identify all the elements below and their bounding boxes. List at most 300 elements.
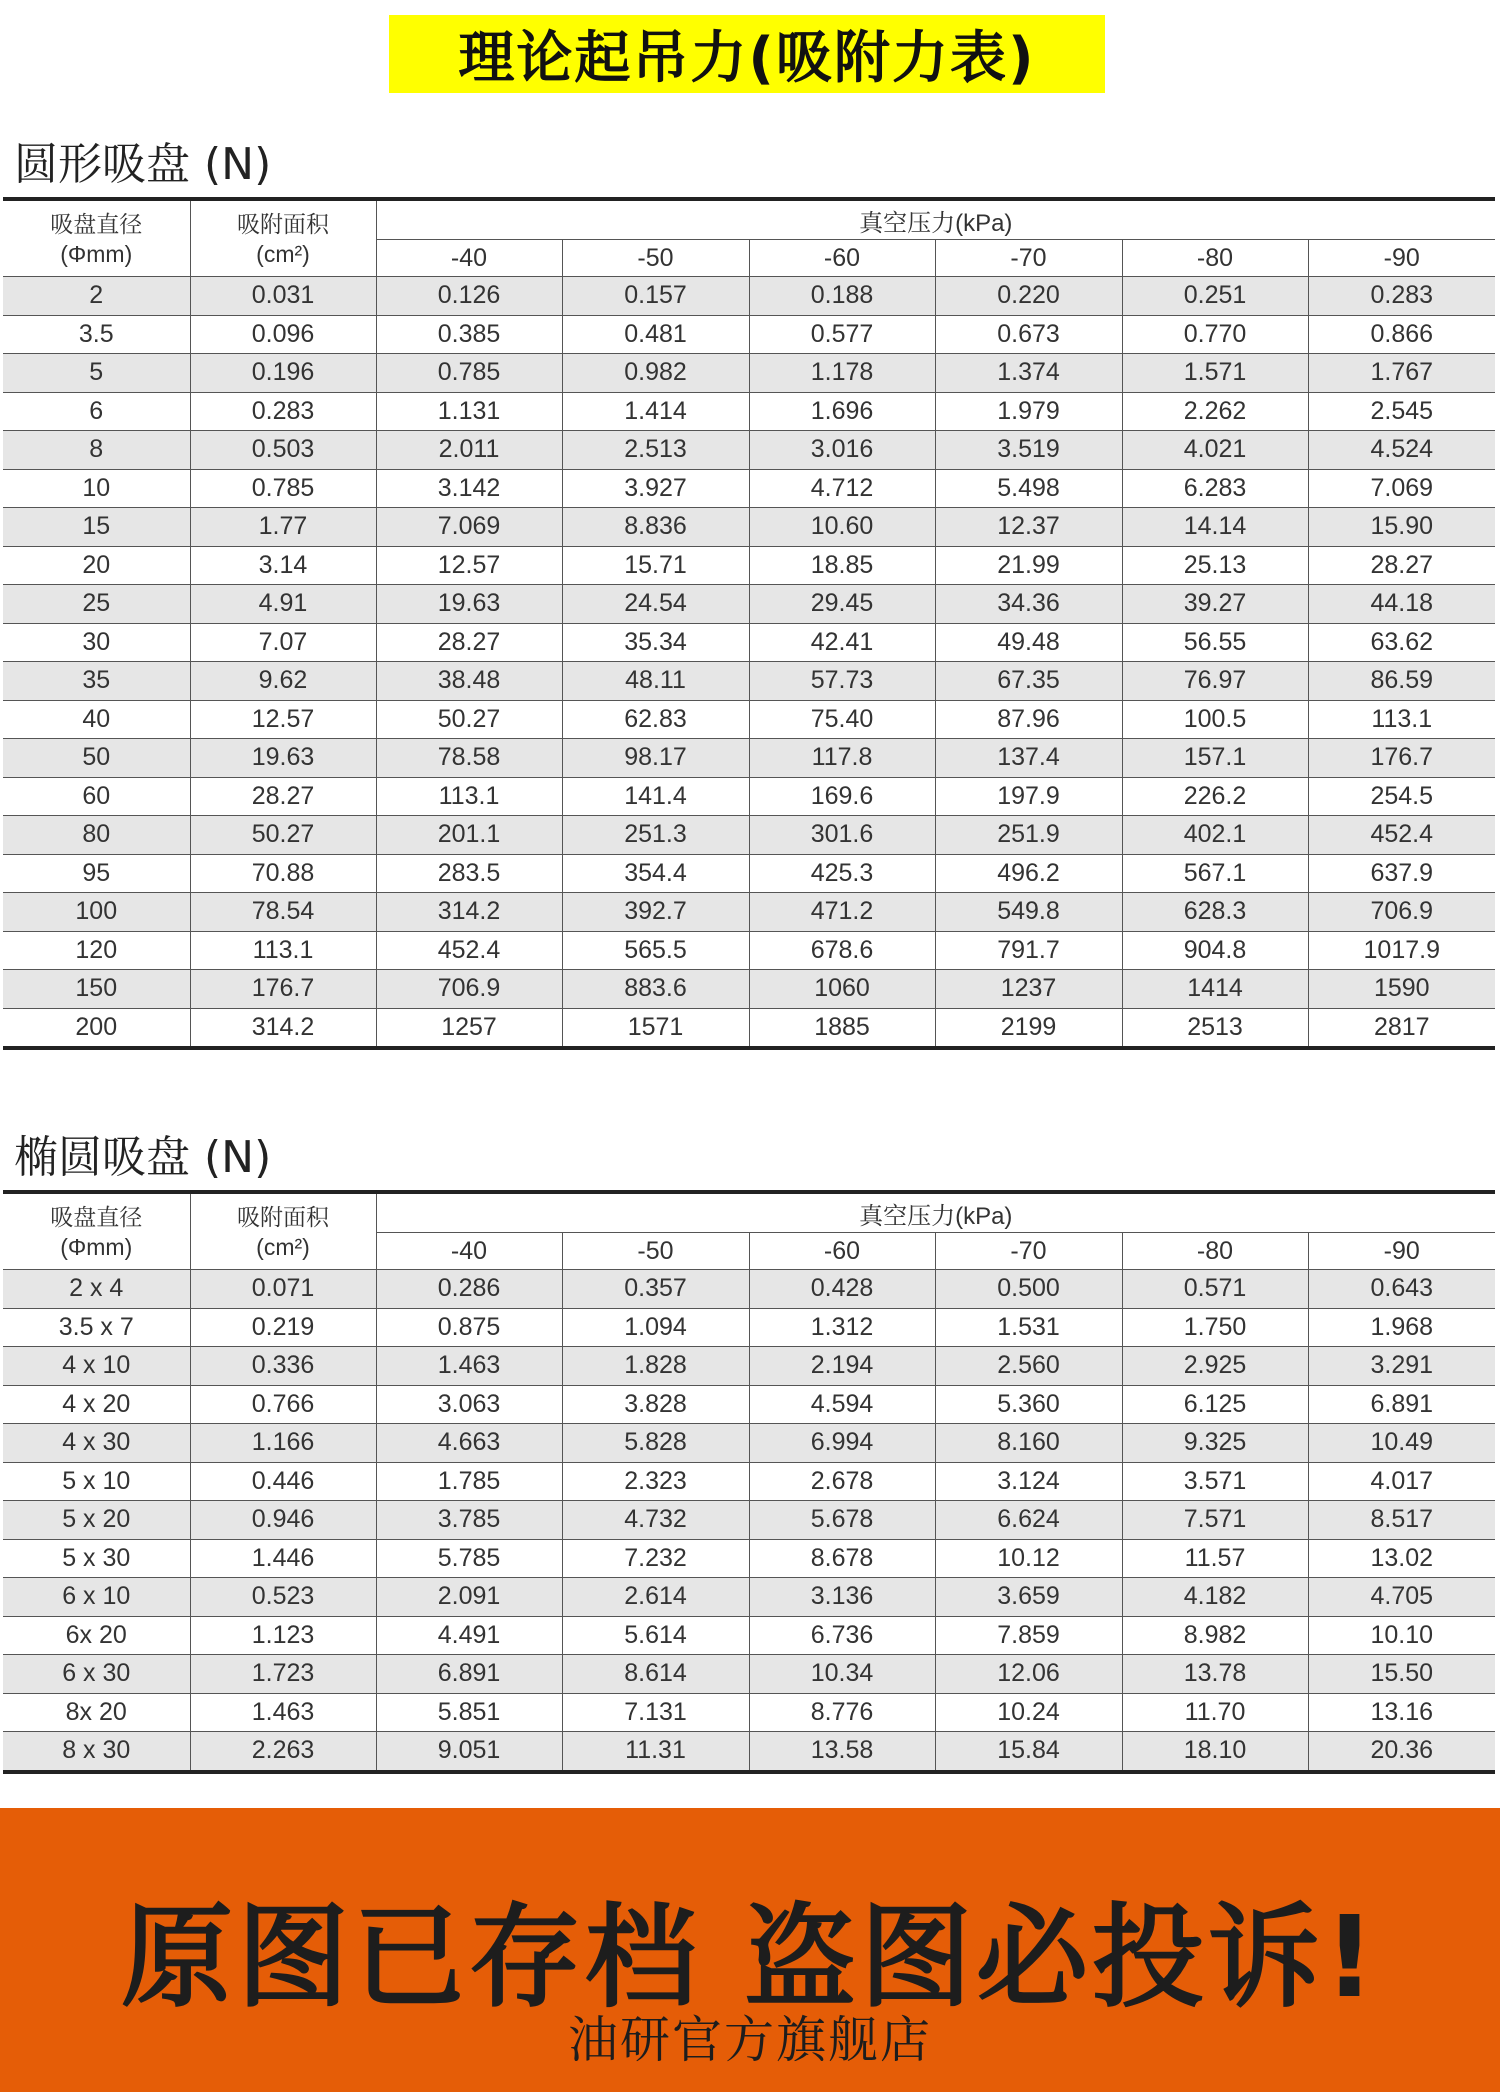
force-cell: 402.1	[1122, 816, 1308, 855]
area-cell: 2.263	[190, 1732, 376, 1772]
diameter-cell: 8	[3, 431, 190, 470]
force-cell: 57.73	[749, 662, 935, 701]
area-cell: 3.14	[190, 546, 376, 585]
force-cell: 2.614	[562, 1578, 749, 1617]
force-cell: 0.866	[1308, 315, 1495, 354]
force-cell: 141.4	[562, 777, 749, 816]
force-cell: 50.27	[376, 700, 562, 739]
force-cell: 1.571	[1122, 354, 1308, 393]
table-row	[3, 354, 1495, 393]
table-row	[3, 1578, 1495, 1617]
force-cell: 4.663	[376, 1424, 562, 1463]
oval-section-title: 椭圆吸盘 (N)	[14, 1132, 272, 1183]
diameter-cell: 35	[3, 662, 190, 701]
force-cell: 3.016	[749, 431, 935, 470]
force-cell: 637.9	[1308, 854, 1495, 893]
force-cell: 7.859	[935, 1616, 1122, 1655]
force-cell: 6.891	[376, 1655, 562, 1694]
force-cell: 0.357	[562, 1270, 749, 1309]
force-cell: 35.34	[562, 623, 749, 662]
force-cell: 3.136	[749, 1578, 935, 1617]
area-cell: 0.946	[190, 1501, 376, 1540]
force-cell: 15.90	[1308, 508, 1495, 547]
force-cell: 10.60	[749, 508, 935, 547]
table-row	[3, 1270, 1495, 1309]
diameter-cell: 2 x 4	[3, 1270, 190, 1309]
force-cell: 15.84	[935, 1732, 1122, 1772]
force-cell: 1.785	[376, 1462, 562, 1501]
force-cell: 12.57	[376, 546, 562, 585]
force-cell: 549.8	[935, 893, 1122, 932]
force-cell: 100.5	[1122, 700, 1308, 739]
force-cell: 63.62	[1308, 623, 1495, 662]
force-cell: 169.6	[749, 777, 935, 816]
force-cell: 1.968	[1308, 1308, 1495, 1347]
area-cell: 50.27	[190, 816, 376, 855]
diameter-cell: 200	[3, 1008, 190, 1048]
pressure-column-header: -40	[376, 240, 562, 277]
force-cell: 5.614	[562, 1616, 749, 1655]
table-row	[3, 1693, 1495, 1732]
force-cell: 86.59	[1308, 662, 1495, 701]
force-cell: 883.6	[562, 970, 749, 1009]
area-cell: 19.63	[190, 739, 376, 778]
force-cell: 49.48	[935, 623, 1122, 662]
diameter-cell: 5 x 10	[3, 1462, 190, 1501]
pressure-column-header: -80	[1122, 1233, 1308, 1270]
force-cell: 0.220	[935, 277, 1122, 316]
force-cell: 3.063	[376, 1385, 562, 1424]
force-cell: 18.85	[749, 546, 935, 585]
diameter-cell: 6 x 10	[3, 1578, 190, 1617]
area-cell: 0.503	[190, 431, 376, 470]
diameter-cell: 80	[3, 816, 190, 855]
force-cell: 2.011	[376, 431, 562, 470]
force-cell: 67.35	[935, 662, 1122, 701]
force-cell: 3.571	[1122, 1462, 1308, 1501]
area-cell: 0.336	[190, 1347, 376, 1386]
force-cell: 10.49	[1308, 1424, 1495, 1463]
force-cell: 1.374	[935, 354, 1122, 393]
table-row	[3, 431, 1495, 470]
force-cell: 6.994	[749, 1424, 935, 1463]
diameter-cell: 6	[3, 392, 190, 431]
table-row	[3, 546, 1495, 585]
area-header	[190, 1192, 376, 1270]
table-row	[3, 700, 1495, 739]
force-cell: 78.58	[376, 739, 562, 778]
force-cell: 0.673	[935, 315, 1122, 354]
diameter-cell: 95	[3, 854, 190, 893]
diameter-cell: 5 x 30	[3, 1539, 190, 1578]
force-cell: 1.178	[749, 354, 935, 393]
force-cell: 13.78	[1122, 1655, 1308, 1694]
diameter-cell: 25	[3, 585, 190, 624]
table-row	[3, 1501, 1495, 1540]
force-cell: 201.1	[376, 816, 562, 855]
force-cell: 4.182	[1122, 1578, 1308, 1617]
header-row	[3, 199, 1495, 240]
force-cell: 3.927	[562, 469, 749, 508]
table-row	[3, 315, 1495, 354]
force-cell: 1.312	[749, 1308, 935, 1347]
diameter-cell: 5 x 20	[3, 1501, 190, 1540]
force-cell: 39.27	[1122, 585, 1308, 624]
force-cell: 4.491	[376, 1616, 562, 1655]
force-cell: 2.091	[376, 1578, 562, 1617]
diameter-cell: 4 x 20	[3, 1385, 190, 1424]
force-cell: 3.828	[562, 1385, 749, 1424]
force-cell: 452.4	[376, 931, 562, 970]
force-cell: 1.750	[1122, 1308, 1308, 1347]
force-cell: 62.83	[562, 700, 749, 739]
diameter-header-label: 吸盘直径	[50, 210, 143, 237]
force-cell: 13.16	[1308, 1693, 1495, 1732]
force-cell: 9.051	[376, 1732, 562, 1772]
table-row	[3, 623, 1495, 662]
force-cell: 0.571	[1122, 1270, 1308, 1309]
force-cell: 1.828	[562, 1347, 749, 1386]
table-row	[3, 777, 1495, 816]
area-cell: 0.785	[190, 469, 376, 508]
force-cell: 34.36	[935, 585, 1122, 624]
diameter-cell: 3.5	[3, 315, 190, 354]
force-cell: 0.428	[749, 1270, 935, 1309]
force-cell: 2817	[1308, 1008, 1495, 1048]
force-cell: 1.767	[1308, 354, 1495, 393]
force-cell: 4.021	[1122, 431, 1308, 470]
force-cell: 15.71	[562, 546, 749, 585]
diameter-header-unit: (Φmm)	[60, 240, 133, 267]
force-cell: 76.97	[1122, 662, 1308, 701]
force-cell: 2.262	[1122, 392, 1308, 431]
force-cell: 8.776	[749, 1693, 935, 1732]
force-cell: 471.2	[749, 893, 935, 932]
force-cell: 3.124	[935, 1462, 1122, 1501]
area-header-unit: (cm²)	[256, 240, 310, 267]
force-cell: 4.017	[1308, 1462, 1495, 1501]
force-cell: 11.31	[562, 1732, 749, 1772]
area-header	[190, 199, 376, 277]
pressure-column-header: -80	[1122, 240, 1308, 277]
force-cell: 0.643	[1308, 1270, 1495, 1309]
force-cell: 1590	[1308, 970, 1495, 1009]
area-cell: 0.071	[190, 1270, 376, 1309]
force-cell: 0.385	[376, 315, 562, 354]
area-cell: 113.1	[190, 931, 376, 970]
force-cell: 1.414	[562, 392, 749, 431]
force-cell: 6.125	[1122, 1385, 1308, 1424]
force-cell: 113.1	[376, 777, 562, 816]
force-cell: 11.70	[1122, 1693, 1308, 1732]
force-cell: 567.1	[1122, 854, 1308, 893]
force-cell: 197.9	[935, 777, 1122, 816]
table-row	[3, 1616, 1495, 1655]
force-cell: 7.571	[1122, 1501, 1308, 1540]
area-cell: 12.57	[190, 700, 376, 739]
table-row	[3, 1655, 1495, 1694]
force-cell: 24.54	[562, 585, 749, 624]
force-cell: 21.99	[935, 546, 1122, 585]
diameter-header-unit: (Φmm)	[60, 1233, 133, 1260]
force-cell: 0.577	[749, 315, 935, 354]
force-cell: 7.131	[562, 1693, 749, 1732]
pressure-column-header: -90	[1308, 240, 1495, 277]
diameter-cell: 100	[3, 893, 190, 932]
force-cell: 2.925	[1122, 1347, 1308, 1386]
force-cell: 29.45	[749, 585, 935, 624]
force-cell: 8.160	[935, 1424, 1122, 1463]
page-title: 理论起吊力(吸附力表)	[458, 26, 1036, 91]
force-cell: 0.188	[749, 277, 935, 316]
force-cell: 1.463	[376, 1347, 562, 1386]
diameter-cell: 20	[3, 546, 190, 585]
force-cell: 565.5	[562, 931, 749, 970]
force-cell: 12.37	[935, 508, 1122, 547]
force-cell: 20.36	[1308, 1732, 1495, 1772]
area-cell: 1.123	[190, 1616, 376, 1655]
force-cell: 254.5	[1308, 777, 1495, 816]
force-cell: 5.498	[935, 469, 1122, 508]
round-section-title: 圆形吸盘 (N)	[14, 139, 272, 190]
area-cell: 1.166	[190, 1424, 376, 1463]
force-cell: 18.10	[1122, 1732, 1308, 1772]
diameter-cell: 6x 20	[3, 1616, 190, 1655]
diameter-cell: 120	[3, 931, 190, 970]
table-row	[3, 662, 1495, 701]
area-cell: 1.446	[190, 1539, 376, 1578]
pressure-column-header: -40	[376, 1233, 562, 1270]
diameter-cell: 40	[3, 700, 190, 739]
force-cell: 8.678	[749, 1539, 935, 1578]
force-cell: 28.27	[1308, 546, 1495, 585]
diameter-cell: 8x 20	[3, 1693, 190, 1732]
force-cell: 4.705	[1308, 1578, 1495, 1617]
table-row	[3, 585, 1495, 624]
force-cell: 2.513	[562, 431, 749, 470]
pressure-column-header: -90	[1308, 1233, 1495, 1270]
table-row	[3, 739, 1495, 778]
table-row	[3, 1539, 1495, 1578]
table-row	[3, 1462, 1495, 1501]
force-cell: 3.785	[376, 1501, 562, 1540]
force-cell: 8.614	[562, 1655, 749, 1694]
force-cell: 98.17	[562, 739, 749, 778]
force-cell: 1060	[749, 970, 935, 1009]
force-cell: 10.24	[935, 1693, 1122, 1732]
force-cell: 0.283	[1308, 277, 1495, 316]
area-cell: 0.446	[190, 1462, 376, 1501]
force-cell: 0.785	[376, 354, 562, 393]
force-cell: 1237	[935, 970, 1122, 1009]
force-cell: 25.13	[1122, 546, 1308, 585]
force-cell: 7.069	[1308, 469, 1495, 508]
pressure-header: 真空压力(kPa)	[376, 1192, 1495, 1233]
force-cell: 117.8	[749, 739, 935, 778]
area-cell: 9.62	[190, 662, 376, 701]
force-cell: 0.126	[376, 277, 562, 316]
area-cell: 0.031	[190, 277, 376, 316]
diameter-cell: 3.5 x 7	[3, 1308, 190, 1347]
force-cell: 0.157	[562, 277, 749, 316]
force-cell: 0.251	[1122, 277, 1308, 316]
area-cell: 4.91	[190, 585, 376, 624]
pressure-column-header: -60	[749, 240, 935, 277]
area-cell: 7.07	[190, 623, 376, 662]
force-cell: 3.519	[935, 431, 1122, 470]
force-cell: 1.696	[749, 392, 935, 431]
force-cell: 5.851	[376, 1693, 562, 1732]
force-cell: 4.732	[562, 1501, 749, 1540]
pressure-column-header: -70	[935, 240, 1122, 277]
diameter-cell: 4 x 30	[3, 1424, 190, 1463]
force-cell: 0.770	[1122, 315, 1308, 354]
table-row	[3, 1308, 1495, 1347]
table-row	[3, 1385, 1495, 1424]
copyright-warning: 原图已存档 盗图必投诉!	[120, 1893, 1380, 2023]
force-cell: 6.736	[749, 1616, 935, 1655]
diameter-cell: 15	[3, 508, 190, 547]
table-row	[3, 1732, 1495, 1772]
diameter-cell: 150	[3, 970, 190, 1009]
area-cell: 1.463	[190, 1693, 376, 1732]
table-row	[3, 1424, 1495, 1463]
force-cell: 10.34	[749, 1655, 935, 1694]
force-cell: 0.500	[935, 1270, 1122, 1309]
force-cell: 157.1	[1122, 739, 1308, 778]
shop-name: 油研官方旗舰店	[568, 2011, 932, 2069]
area-cell: 314.2	[190, 1008, 376, 1048]
table-row	[3, 469, 1495, 508]
force-cell: 2.545	[1308, 392, 1495, 431]
table-row	[3, 931, 1495, 970]
force-cell: 15.50	[1308, 1655, 1495, 1694]
force-cell: 2.560	[935, 1347, 1122, 1386]
force-cell: 2.194	[749, 1347, 935, 1386]
force-cell: 0.481	[562, 315, 749, 354]
diameter-cell: 30	[3, 623, 190, 662]
force-cell: 0.982	[562, 354, 749, 393]
force-cell: 8.517	[1308, 1501, 1495, 1540]
diameter-cell: 60	[3, 777, 190, 816]
force-cell: 6.624	[935, 1501, 1122, 1540]
force-cell: 354.4	[562, 854, 749, 893]
force-cell: 2199	[935, 1008, 1122, 1048]
diameter-header-label: 吸盘直径	[50, 1203, 143, 1230]
force-cell: 1571	[562, 1008, 749, 1048]
force-cell: 5.828	[562, 1424, 749, 1463]
diameter-cell: 8 x 30	[3, 1732, 190, 1772]
force-cell: 452.4	[1308, 816, 1495, 855]
force-cell: 1.094	[562, 1308, 749, 1347]
area-header-unit: (cm²)	[256, 1233, 310, 1260]
area-cell: 0.283	[190, 392, 376, 431]
table-row	[3, 277, 1495, 316]
force-cell: 14.14	[1122, 508, 1308, 547]
diameter-cell: 6 x 30	[3, 1655, 190, 1694]
force-cell: 301.6	[749, 816, 935, 855]
force-cell: 44.18	[1308, 585, 1495, 624]
page-title-banner	[389, 15, 1105, 93]
force-cell: 496.2	[935, 854, 1122, 893]
force-cell: 4.712	[749, 469, 935, 508]
force-cell: 56.55	[1122, 623, 1308, 662]
area-cell: 0.219	[190, 1308, 376, 1347]
force-cell: 706.9	[376, 970, 562, 1009]
force-cell: 2.678	[749, 1462, 935, 1501]
force-cell: 11.57	[1122, 1539, 1308, 1578]
force-cell: 1.531	[935, 1308, 1122, 1347]
area-cell: 0.766	[190, 1385, 376, 1424]
force-cell: 1.131	[376, 392, 562, 431]
table-row	[3, 970, 1495, 1009]
round-table	[3, 197, 1495, 1050]
area-cell: 0.196	[190, 354, 376, 393]
force-cell: 678.6	[749, 931, 935, 970]
force-cell: 5.360	[935, 1385, 1122, 1424]
force-cell: 10.12	[935, 1539, 1122, 1578]
force-cell: 2513	[1122, 1008, 1308, 1048]
pressure-header: 真空压力(kPa)	[376, 199, 1495, 240]
force-cell: 251.3	[562, 816, 749, 855]
table-row	[3, 1347, 1495, 1386]
area-cell: 0.523	[190, 1578, 376, 1617]
force-cell: 628.3	[1122, 893, 1308, 932]
force-cell: 392.7	[562, 893, 749, 932]
force-cell: 5.678	[749, 1501, 935, 1540]
force-cell: 1017.9	[1308, 931, 1495, 970]
area-cell: 1.723	[190, 1655, 376, 1694]
oval-table	[3, 1190, 1495, 1774]
force-cell: 10.10	[1308, 1616, 1495, 1655]
force-cell: 113.1	[1308, 700, 1495, 739]
force-cell: 1257	[376, 1008, 562, 1048]
force-cell: 13.58	[749, 1732, 935, 1772]
area-cell: 78.54	[190, 893, 376, 932]
force-cell: 3.142	[376, 469, 562, 508]
force-cell: 3.291	[1308, 1347, 1495, 1386]
force-cell: 4.594	[749, 1385, 935, 1424]
force-cell: 87.96	[935, 700, 1122, 739]
force-cell: 226.2	[1122, 777, 1308, 816]
diameter-header	[3, 199, 190, 277]
force-cell: 6.283	[1122, 469, 1308, 508]
force-cell: 1885	[749, 1008, 935, 1048]
force-cell: 8.836	[562, 508, 749, 547]
table-row	[3, 1008, 1495, 1048]
diameter-cell: 10	[3, 469, 190, 508]
force-cell: 904.8	[1122, 931, 1308, 970]
force-cell: 75.40	[749, 700, 935, 739]
area-cell: 28.27	[190, 777, 376, 816]
table-row	[3, 893, 1495, 932]
force-cell: 9.325	[1122, 1424, 1308, 1463]
pressure-column-header: -50	[562, 1233, 749, 1270]
table-row	[3, 508, 1495, 547]
header-row	[3, 1192, 1495, 1233]
force-cell: 8.982	[1122, 1616, 1308, 1655]
table-row	[3, 854, 1495, 893]
force-cell: 13.02	[1308, 1539, 1495, 1578]
diameter-cell: 4 x 10	[3, 1347, 190, 1386]
pressure-column-header: -60	[749, 1233, 935, 1270]
table-row	[3, 392, 1495, 431]
force-cell: 0.286	[376, 1270, 562, 1309]
force-cell: 5.785	[376, 1539, 562, 1578]
force-cell: 137.4	[935, 739, 1122, 778]
force-cell: 1.979	[935, 392, 1122, 431]
force-cell: 48.11	[562, 662, 749, 701]
